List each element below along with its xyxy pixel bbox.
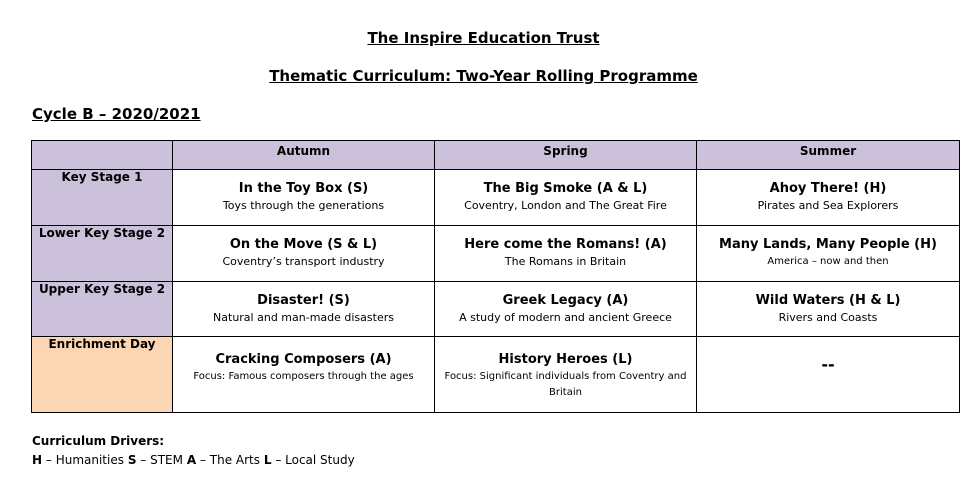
row-header-enrichment: Enrichment Day [32,337,173,413]
topic-title: Disaster! (S) [257,293,350,308]
curriculum-subtitle: Thematic Curriculum: Two-Year Rolling Programme [269,67,698,85]
driver-key: S [127,453,137,467]
topic-description: Focus: Significant individuals from Coventry and Britain [444,371,687,398]
corner-cell [32,141,173,170]
topic-cell [697,282,960,337]
column-header-spring: Spring [435,141,697,170]
topic-description: Coventry, London and The Great Fire [464,199,667,212]
table-row [32,282,960,337]
topic-title: Wild Waters (H & L) [755,293,901,308]
topic-description: Natural and man-made disasters [213,311,394,324]
topic-description: Toys through the generations [222,199,385,212]
topic-title: Greek Legacy (A) [502,293,629,308]
topic-cell [435,282,697,337]
topic-cell [435,226,697,282]
driver-label: – Local Study [275,453,355,467]
driver-key: L [263,453,272,467]
topic-title: The Big Smoke (A & L) [483,181,648,196]
table-row [32,337,960,413]
driver-key: H [32,453,43,467]
table-row [32,226,960,282]
topic-cell [173,337,435,413]
topic-description: Rivers and Coasts [778,311,878,324]
row-header-uks2: Upper Key Stage 2 [32,282,173,337]
empty-placeholder: -- [821,355,835,374]
row-header-ks1: Key Stage 1 [32,170,173,226]
header-row [32,141,960,170]
driver-key: A [186,453,197,467]
topic-title: Many Lands, Many People (H) [719,237,937,252]
trust-title: The Inspire Education Trust [367,29,600,47]
topic-description: Focus: Famous composers through the ages [193,371,414,382]
column-header-autumn: Autumn [173,141,435,170]
topic-cell [697,226,960,282]
topic-description: A study of modern and ancient Greece [459,311,672,324]
topic-title: History Heroes (L) [498,352,633,367]
drivers-title: Curriculum Drivers: [32,434,165,448]
topic-cell [697,337,960,413]
driver-label: – The Arts [199,453,260,467]
topic-cell [173,282,435,337]
topic-title: In the Toy Box (S) [238,181,369,196]
cycle-heading: Cycle B – 2020/2021 [32,105,201,123]
column-header-summer: Summer [697,141,960,170]
topic-cell [435,170,697,226]
topic-title: Cracking Composers (A) [215,352,392,367]
table-row [32,170,960,226]
curriculum-table [31,140,960,413]
driver-label: – STEM [140,453,183,467]
topic-cell [173,170,435,226]
topic-cell [697,170,960,226]
topic-title: Ahoy There! (H) [769,181,887,196]
row-header-lks2: Lower Key Stage 2 [32,226,173,282]
topic-description: The Romans in Britain [504,255,627,268]
topic-title: Here come the Romans! (A) [464,237,667,252]
driver-label: – Humanities [45,453,124,467]
topic-description: Coventry’s transport industry [222,255,385,268]
topic-cell [435,337,697,413]
topic-description: Pirates and Sea Explorers [757,199,899,212]
topic-description: America – now and then [767,256,889,267]
topic-title: On the Move (S & L) [229,237,378,252]
drivers-legend [32,453,355,467]
topic-cell [173,226,435,282]
